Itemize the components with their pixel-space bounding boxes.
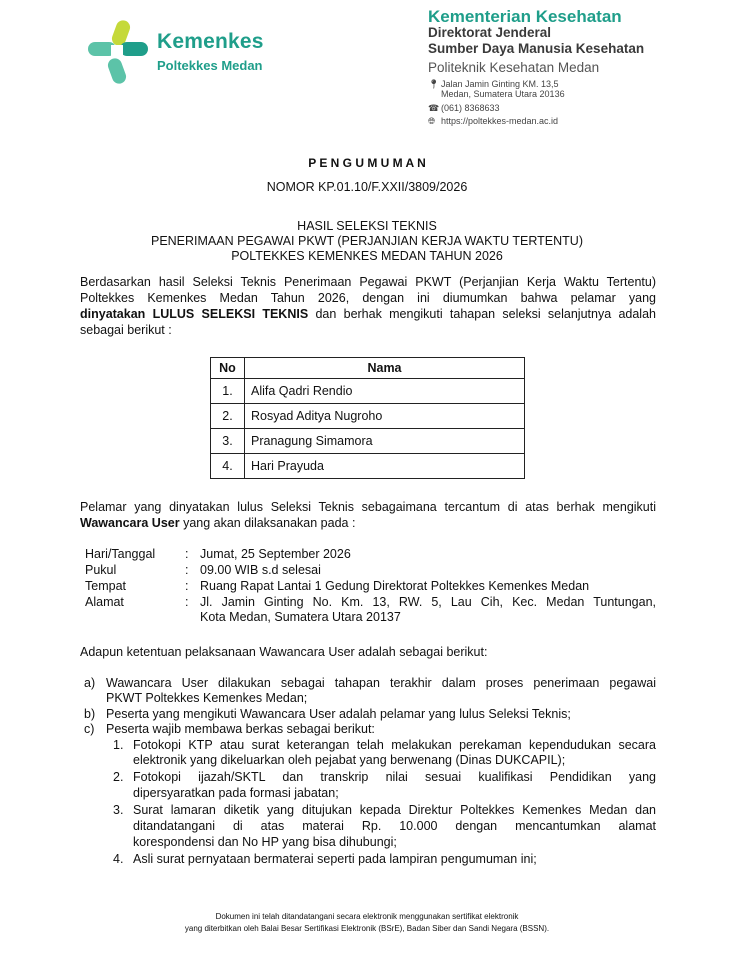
candidate-name: Alifa Qadri Rendio (245, 379, 525, 404)
provision-text: Wawancara User dilakukan sebagai tahapan terakhir dalam proses penerimaan pegawai (106, 676, 656, 690)
row-number: 4. (211, 454, 245, 479)
interview-paragraph (80, 499, 656, 531)
intro-bold-phrase: dinyatakan LULUS SELEKSI TEKNIS (80, 307, 309, 321)
address-row (428, 79, 565, 99)
provision-marker: a) (84, 676, 96, 690)
candidate-name: Rosyad Aditya Nugroho (245, 404, 525, 429)
row-number: 2. (211, 404, 245, 429)
document-text-continued: dipersyaratkan pada formasi jabatan; (133, 786, 339, 800)
document-marker: 1. (113, 738, 124, 752)
column-header-no: No (211, 358, 245, 379)
document-marker: 2. (113, 770, 124, 784)
interview-bold-phrase: Wawancara User (80, 516, 180, 530)
column-header-name: Nama (245, 358, 525, 379)
document-text: Surat lamaran diketik yang ditujukan kepada Direktur Poltekkes Kemenkes Medan dan (133, 803, 656, 817)
table-header-row (211, 358, 525, 379)
detail-colon: : (185, 563, 189, 577)
institution-name: Politeknik Kesehatan Medan (428, 60, 600, 75)
document-text-continued: ditandatangani di atas materai Rp. 10.000 dengan mencantumkan alamat (133, 819, 656, 833)
provision-text: Peserta wajib membawa berkas sebagai berikut: (106, 722, 375, 736)
provision-marker: c) (84, 722, 95, 736)
phone-number: (061) 8368633 (441, 103, 500, 113)
kemenkes-logo-icon (84, 18, 152, 86)
intro-paragraph (80, 274, 656, 338)
detail-value: Jl. Jamin Ginting No. Km. 13, RW. 5, Lau Cih, Kec. Medan Tuntungan, (200, 595, 656, 609)
interview-line-2-rest: yang akan dilaksanakan pada : (179, 516, 356, 530)
esign-footer (0, 911, 734, 935)
document-text-continued: korespondensi dan No HP yang bisa dihubungi; (133, 835, 397, 849)
intro-line-3-rest: dan berhak mengikuti tahapan seleksi selanjutnya adalah (308, 307, 656, 321)
phone-row (428, 103, 500, 114)
brand-name: Kemenkes (157, 30, 264, 53)
interview-line-1: Pelamar yang dinyatakan lulus Seleksi Teknis sebagaimana tercantum di atas berhak mengikuti (80, 500, 656, 514)
intro-line-3 (80, 306, 656, 322)
subject-line-2: PENERIMAAN PEGAWAI PKWT (PERJANJIAN KERJA WAKTU TERTENTU) (150, 234, 583, 248)
row-number: 3. (211, 429, 245, 454)
footer-line-1: Dokumen ini telah ditandatangani secara elektronik menggunakan sertifikat elektronik (215, 912, 519, 921)
provision-text-continued: PKWT Poltekkes Kemenkes Medan; (106, 691, 308, 705)
brand-subtitle: Poltekkes Medan (157, 58, 263, 73)
detail-value: 09.00 WIB s.d selesai (200, 563, 321, 577)
passed-candidates-table (210, 357, 525, 479)
announcement-number: NOMOR KP.01.10/F.XXII/3809/2026 (266, 180, 468, 194)
document-marker: 3. (113, 803, 124, 817)
directorate-line-1: Direktorat Jenderal (428, 25, 552, 40)
intro-line-2: Poltekkes Kemenkes Medan Tahun 2026, dengan ini diumumkan bahwa pelamar yang (80, 291, 656, 305)
table-row (211, 454, 525, 479)
detail-label: Hari/Tanggal (85, 547, 156, 561)
provisions-intro: Adapun ketentuan pelaksanaan Wawancara User adalah sebagai berikut: (80, 645, 488, 659)
detail-label: Alamat (85, 595, 124, 609)
document-marker: 4. (113, 852, 124, 866)
website-url: https://poltekkes-medan.ac.id (441, 116, 559, 126)
address-line-2: Medan, Sumatera Utara 20136 (441, 89, 565, 99)
website-row (428, 116, 558, 127)
detail-label: Pukul (85, 563, 117, 577)
location-pin-icon: 📍︎ (428, 79, 440, 89)
detail-colon: : (185, 595, 189, 609)
candidate-name: Hari Prayuda (245, 454, 525, 479)
announcement-title: P E N G U M U M A N (308, 156, 426, 170)
subject-line-1: HASIL SELEKSI TEKNIS (297, 219, 437, 233)
intro-line-4: sebagai berikut : (80, 323, 172, 337)
table-row (211, 404, 525, 429)
ministry-name: Kementerian Kesehatan (428, 7, 622, 26)
document-text: Asli surat pernyataan bermaterai seperti pada lampiran pengumuman ini; (133, 852, 537, 866)
document-text: Fotokopi ijazah/SKTL dan transkrip nilai sesuai kualifikasi Pendidikan yang (133, 770, 656, 784)
address-line-1: Jalan Jamin Ginting KM. 13,5 (441, 79, 559, 89)
footer-line-2: yang diterbitkan oleh Balai Besar Sertifikasi Elektronik (BSrE), Badan Siber dan Sandi Negara (BSSN). (184, 924, 550, 933)
provision-text: Peserta yang mengikuti Wawancara User adalah pelamar yang lulus Seleksi Teknis; (106, 707, 571, 721)
subject-line-3: POLTEKKES KEMENKES MEDAN TAHUN 2026 (231, 249, 503, 263)
detail-value: Jumat, 25 September 2026 (200, 547, 351, 561)
provision-marker: b) (84, 707, 96, 721)
table-row (211, 429, 525, 454)
detail-value-continued: Kota Medan, Sumatera Utara 20137 (200, 610, 401, 624)
directorate-line-2: Sumber Daya Manusia Kesehatan (428, 41, 645, 56)
candidate-name: Pranagung Simamora (245, 429, 525, 454)
document-text: Fotokopi KTP atau surat keterangan telah melakukan perekaman kependudukan secara (133, 738, 656, 752)
phone-icon: ☎ (428, 103, 440, 113)
row-number: 1. (211, 379, 245, 404)
detail-value: Ruang Rapat Lantai 1 Gedung Direktorat Poltekkes Kemenkes Medan (200, 579, 590, 593)
intro-line-1: Berdasarkan hasil Seleksi Teknis Penerimaan Pegawai PKWT (Perjanjian Kerja Waktu Tertentu) (80, 275, 656, 289)
detail-colon: : (185, 547, 189, 561)
document-text-continued: elektronik yang dikeluarkan oleh pejabat yang berwenang (Dinas DUKCAPIL); (133, 753, 566, 767)
detail-colon: : (185, 579, 189, 593)
table-row (211, 379, 525, 404)
detail-label: Tempat (85, 579, 126, 593)
globe-icon: 🌐︎ (428, 116, 436, 126)
interview-line-2 (80, 515, 656, 531)
